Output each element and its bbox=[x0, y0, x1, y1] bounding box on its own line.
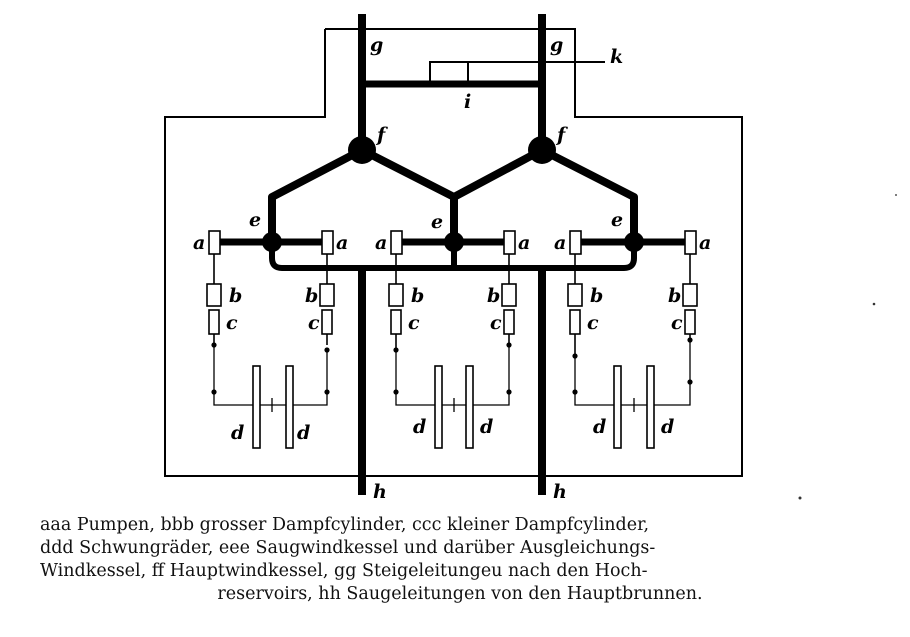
label-c: c bbox=[671, 312, 683, 334]
label-d: d bbox=[413, 416, 427, 438]
label-a: a bbox=[193, 232, 206, 254]
crank-shaft bbox=[214, 392, 327, 405]
large-cylinder bbox=[207, 284, 221, 306]
label-d: d bbox=[593, 416, 607, 438]
label-d: d bbox=[297, 422, 311, 444]
flywheel bbox=[286, 366, 293, 448]
pump-box bbox=[322, 231, 333, 254]
label-a: a bbox=[554, 232, 567, 254]
label-b: b bbox=[305, 285, 319, 307]
large-cylinder bbox=[502, 284, 516, 306]
flywheel bbox=[614, 366, 621, 448]
pump-box bbox=[209, 231, 220, 254]
label-k: k bbox=[610, 46, 624, 68]
label-d: d bbox=[480, 416, 494, 438]
label-a: a bbox=[699, 232, 712, 254]
pump-box bbox=[685, 231, 696, 254]
label-i: i bbox=[464, 91, 472, 113]
branch-left-outer bbox=[272, 150, 362, 242]
label-a: a bbox=[336, 232, 349, 254]
label-b: b bbox=[487, 285, 501, 307]
figure-caption bbox=[40, 514, 880, 606]
small-cylinder bbox=[570, 310, 580, 334]
flywheel bbox=[253, 366, 260, 448]
flywheel bbox=[466, 366, 473, 448]
label-b: b bbox=[590, 285, 604, 307]
label-b: b bbox=[411, 285, 425, 307]
label-e-3: e bbox=[611, 209, 624, 231]
pump-box bbox=[570, 231, 581, 254]
joint-dot bbox=[687, 379, 692, 384]
label-b: b bbox=[668, 285, 682, 307]
crank-shaft bbox=[575, 392, 690, 405]
large-cylinder bbox=[320, 284, 334, 306]
scan-speck bbox=[895, 194, 897, 196]
branch-right-inner bbox=[454, 150, 542, 197]
label-f-right: f bbox=[557, 124, 566, 146]
small-cylinder bbox=[322, 310, 332, 334]
pump-box bbox=[504, 231, 515, 254]
label-c: c bbox=[490, 312, 502, 334]
label-a: a bbox=[375, 232, 388, 254]
flywheel bbox=[647, 366, 654, 448]
label-f-left: f bbox=[377, 124, 386, 146]
label-g-left: g bbox=[370, 34, 384, 56]
small-cylinder bbox=[685, 310, 695, 334]
label-b: b bbox=[229, 285, 243, 307]
crank-shaft bbox=[396, 392, 509, 405]
small-cylinder bbox=[504, 310, 514, 334]
label-d: d bbox=[661, 416, 675, 438]
small-cylinder bbox=[391, 310, 401, 334]
suction-air-vessel-2 bbox=[444, 232, 464, 252]
label-g-right: g bbox=[550, 34, 564, 56]
scan-speck bbox=[799, 497, 802, 500]
label-a: a bbox=[518, 232, 531, 254]
caption-line-2: ddd Schwungräder, eee Saugwindkessel und darüber Ausgleichungs- bbox=[40, 538, 656, 558]
suction-air-vessel-3 bbox=[624, 232, 644, 252]
pump-box bbox=[391, 231, 402, 254]
flywheel bbox=[435, 366, 442, 448]
label-c: c bbox=[226, 312, 238, 334]
label-d: d bbox=[231, 422, 245, 444]
large-cylinder bbox=[389, 284, 403, 306]
caption-line-1: aaa Pumpen, bbb grosser Dampfcylinder, ccc kleiner Dampfcylinder, bbox=[40, 515, 650, 535]
label-e-1: e bbox=[249, 209, 262, 231]
label-c: c bbox=[587, 312, 599, 334]
large-cylinder bbox=[568, 284, 582, 306]
label-h-left: h bbox=[373, 481, 387, 503]
main-air-vessel-right bbox=[528, 136, 556, 164]
large-cylinder bbox=[683, 284, 697, 306]
caption-line-4: reservoirs, hh Saugeleitungen von den Hauptbrunnen. bbox=[217, 584, 703, 604]
label-h-right: h bbox=[553, 481, 567, 503]
main-air-vessel-left bbox=[348, 136, 376, 164]
suction-air-vessel-1 bbox=[262, 232, 282, 252]
small-cylinder bbox=[209, 310, 219, 334]
label-c: c bbox=[308, 312, 320, 334]
label-e-2: e bbox=[431, 211, 444, 233]
caption-line-3: Windkessel, ff Hauptwindkessel, gg Steigeleitungeu nach den Hoch- bbox=[40, 561, 648, 581]
scan-speck bbox=[873, 303, 876, 306]
label-c: c bbox=[408, 312, 420, 334]
